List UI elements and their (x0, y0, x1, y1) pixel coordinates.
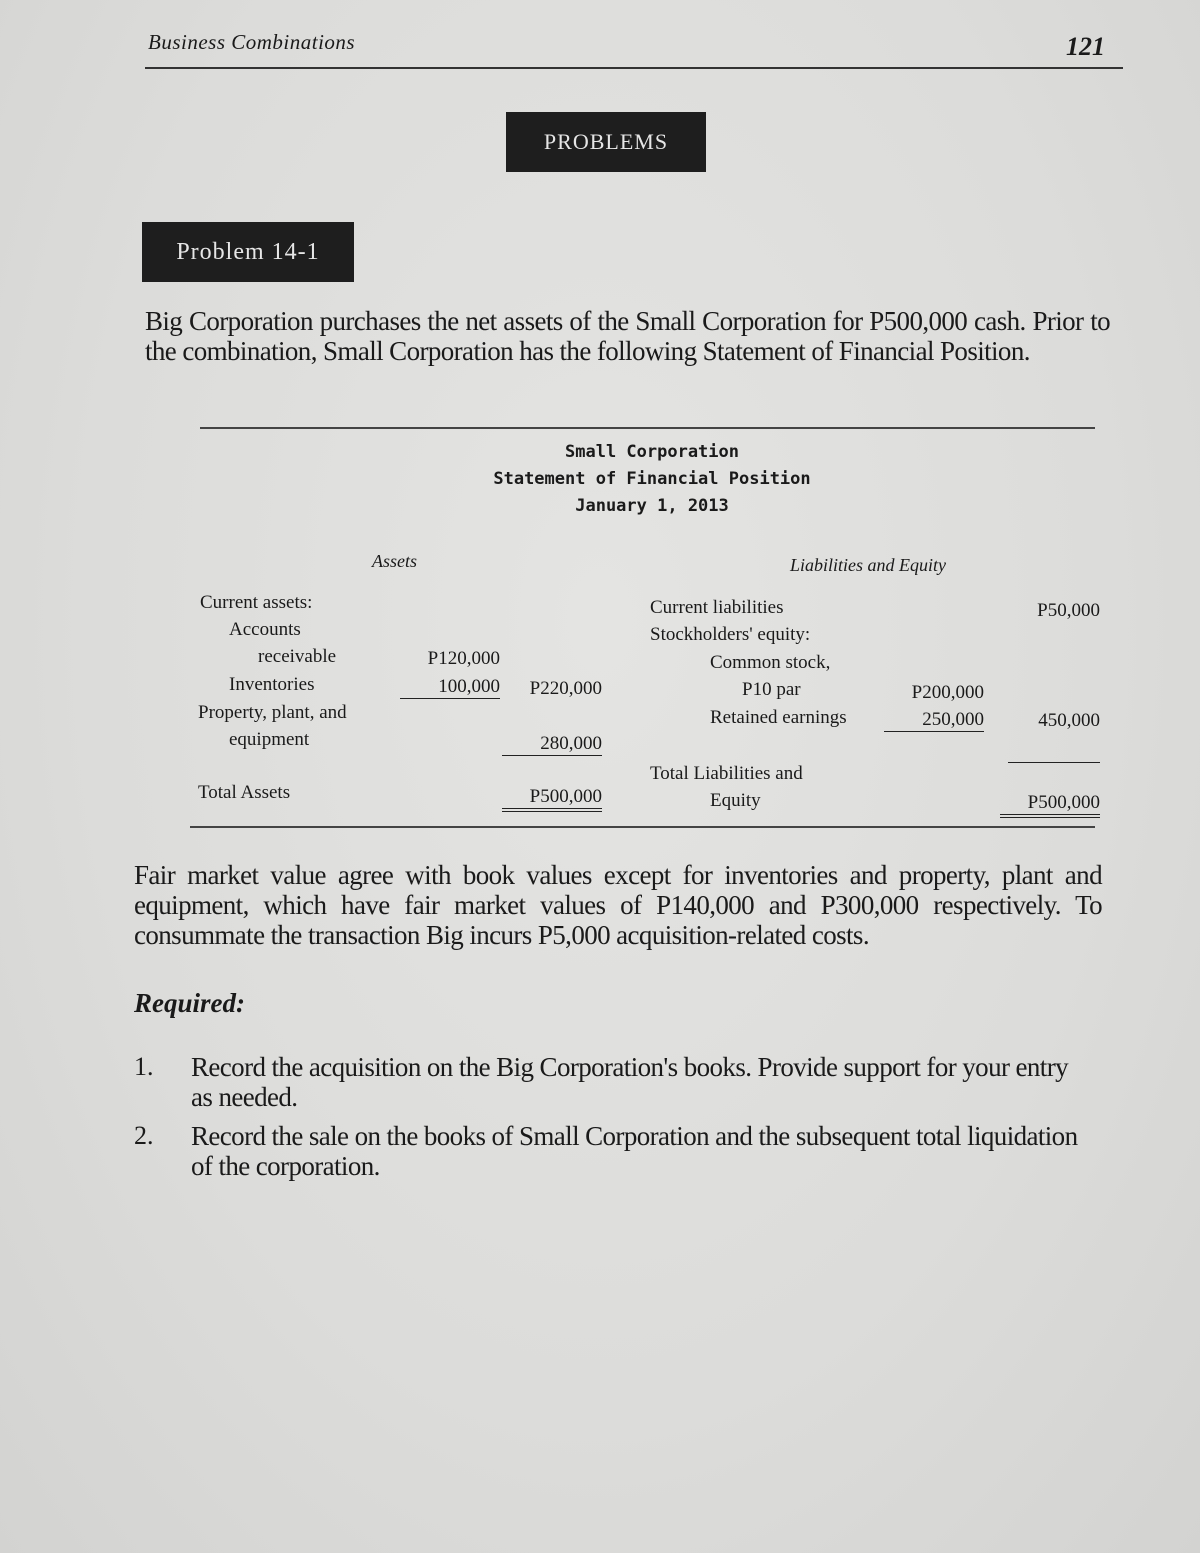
intro-paragraph: Big Corporation purchases the net assets of the Small Corporation for P500,000 cash. Prior to the combination, Small Corporation has the following Statement of Financial Position. (145, 306, 1110, 366)
liabilities-heading: Liabilities and Equity (790, 555, 946, 575)
statement-bottom-rule (190, 826, 1095, 828)
accounts-label-1: Accounts (229, 619, 301, 640)
current-liabilities-label: Current liabilities (650, 597, 784, 618)
common-stock-value: P200,000 (911, 682, 984, 703)
retained-earnings-label: Retained earnings (710, 707, 847, 728)
fmv-paragraph: Fair market value agree with book values except for inventories and property, plant and equipment, which have fair market values of P140,000 and P300,000 respectively. To consummate the transaction Big incurs P5,000 acquisition-related costs. (134, 860, 1102, 950)
required-item-2-number: 2. (134, 1121, 154, 1150)
current-assets-label: Current assets: (200, 592, 313, 613)
accounts-label-2: receivable (258, 646, 337, 667)
total-assets-label: Total Assets (198, 782, 291, 803)
ppe-label-1: Property, plant, and (198, 702, 347, 723)
required-heading: Required: (134, 988, 245, 1018)
inventories-label: Inventories (229, 674, 315, 695)
current-assets-total: P220,000 (529, 678, 602, 699)
required-item-1-text: Record the acquisition on the Big Corporation's books. Provide support for your entry as needed. (191, 1052, 1068, 1112)
total-assets-value: P500,000 (502, 786, 602, 812)
section-label-box (506, 112, 706, 172)
retained-earnings-value: 250,000 (884, 709, 984, 732)
stockholders-equity-label: Stockholders' equity: (650, 624, 811, 645)
section-label: PROBLEMS (543, 129, 669, 154)
inventories-value: 100,000 (400, 676, 500, 699)
current-liabilities-value: P50,000 (1037, 600, 1100, 621)
statement-date: January 1, 2013 (575, 496, 729, 516)
total-liabilities-label-2: Equity (710, 790, 761, 811)
required-item-2-text: Record the sale on the books of Small Corporation and the subsequent total liquidation of the corporation. (191, 1121, 1078, 1181)
ppe-value: 280,000 (502, 733, 602, 756)
total-liabilities-label-1: Total Liabilities and (650, 763, 803, 784)
equity-subtotal-rule (1008, 762, 1100, 763)
header-rule (145, 67, 1123, 69)
ppe-label-2: equipment (229, 729, 310, 750)
assets-heading: Assets (372, 551, 417, 571)
page-number: 121 (1066, 32, 1105, 61)
accounts-receivable-value: P120,000 (427, 648, 500, 669)
required-item-1-number: 1. (134, 1052, 154, 1081)
statement-company: Small Corporation (565, 442, 739, 462)
total-liabilities-value: P500,000 (1000, 792, 1100, 818)
statement-top-rule (200, 427, 1095, 429)
problem-label: Problem 14-1 (176, 238, 320, 265)
common-stock-label-2: P10 par (742, 679, 801, 700)
problem-label-box (142, 222, 354, 282)
statement-title: Statement of Financial Position (493, 469, 811, 489)
running-header-title: Business Combinations (148, 30, 356, 54)
stockholders-equity-total: 450,000 (1038, 710, 1100, 731)
common-stock-label-1: Common stock, (710, 652, 831, 673)
